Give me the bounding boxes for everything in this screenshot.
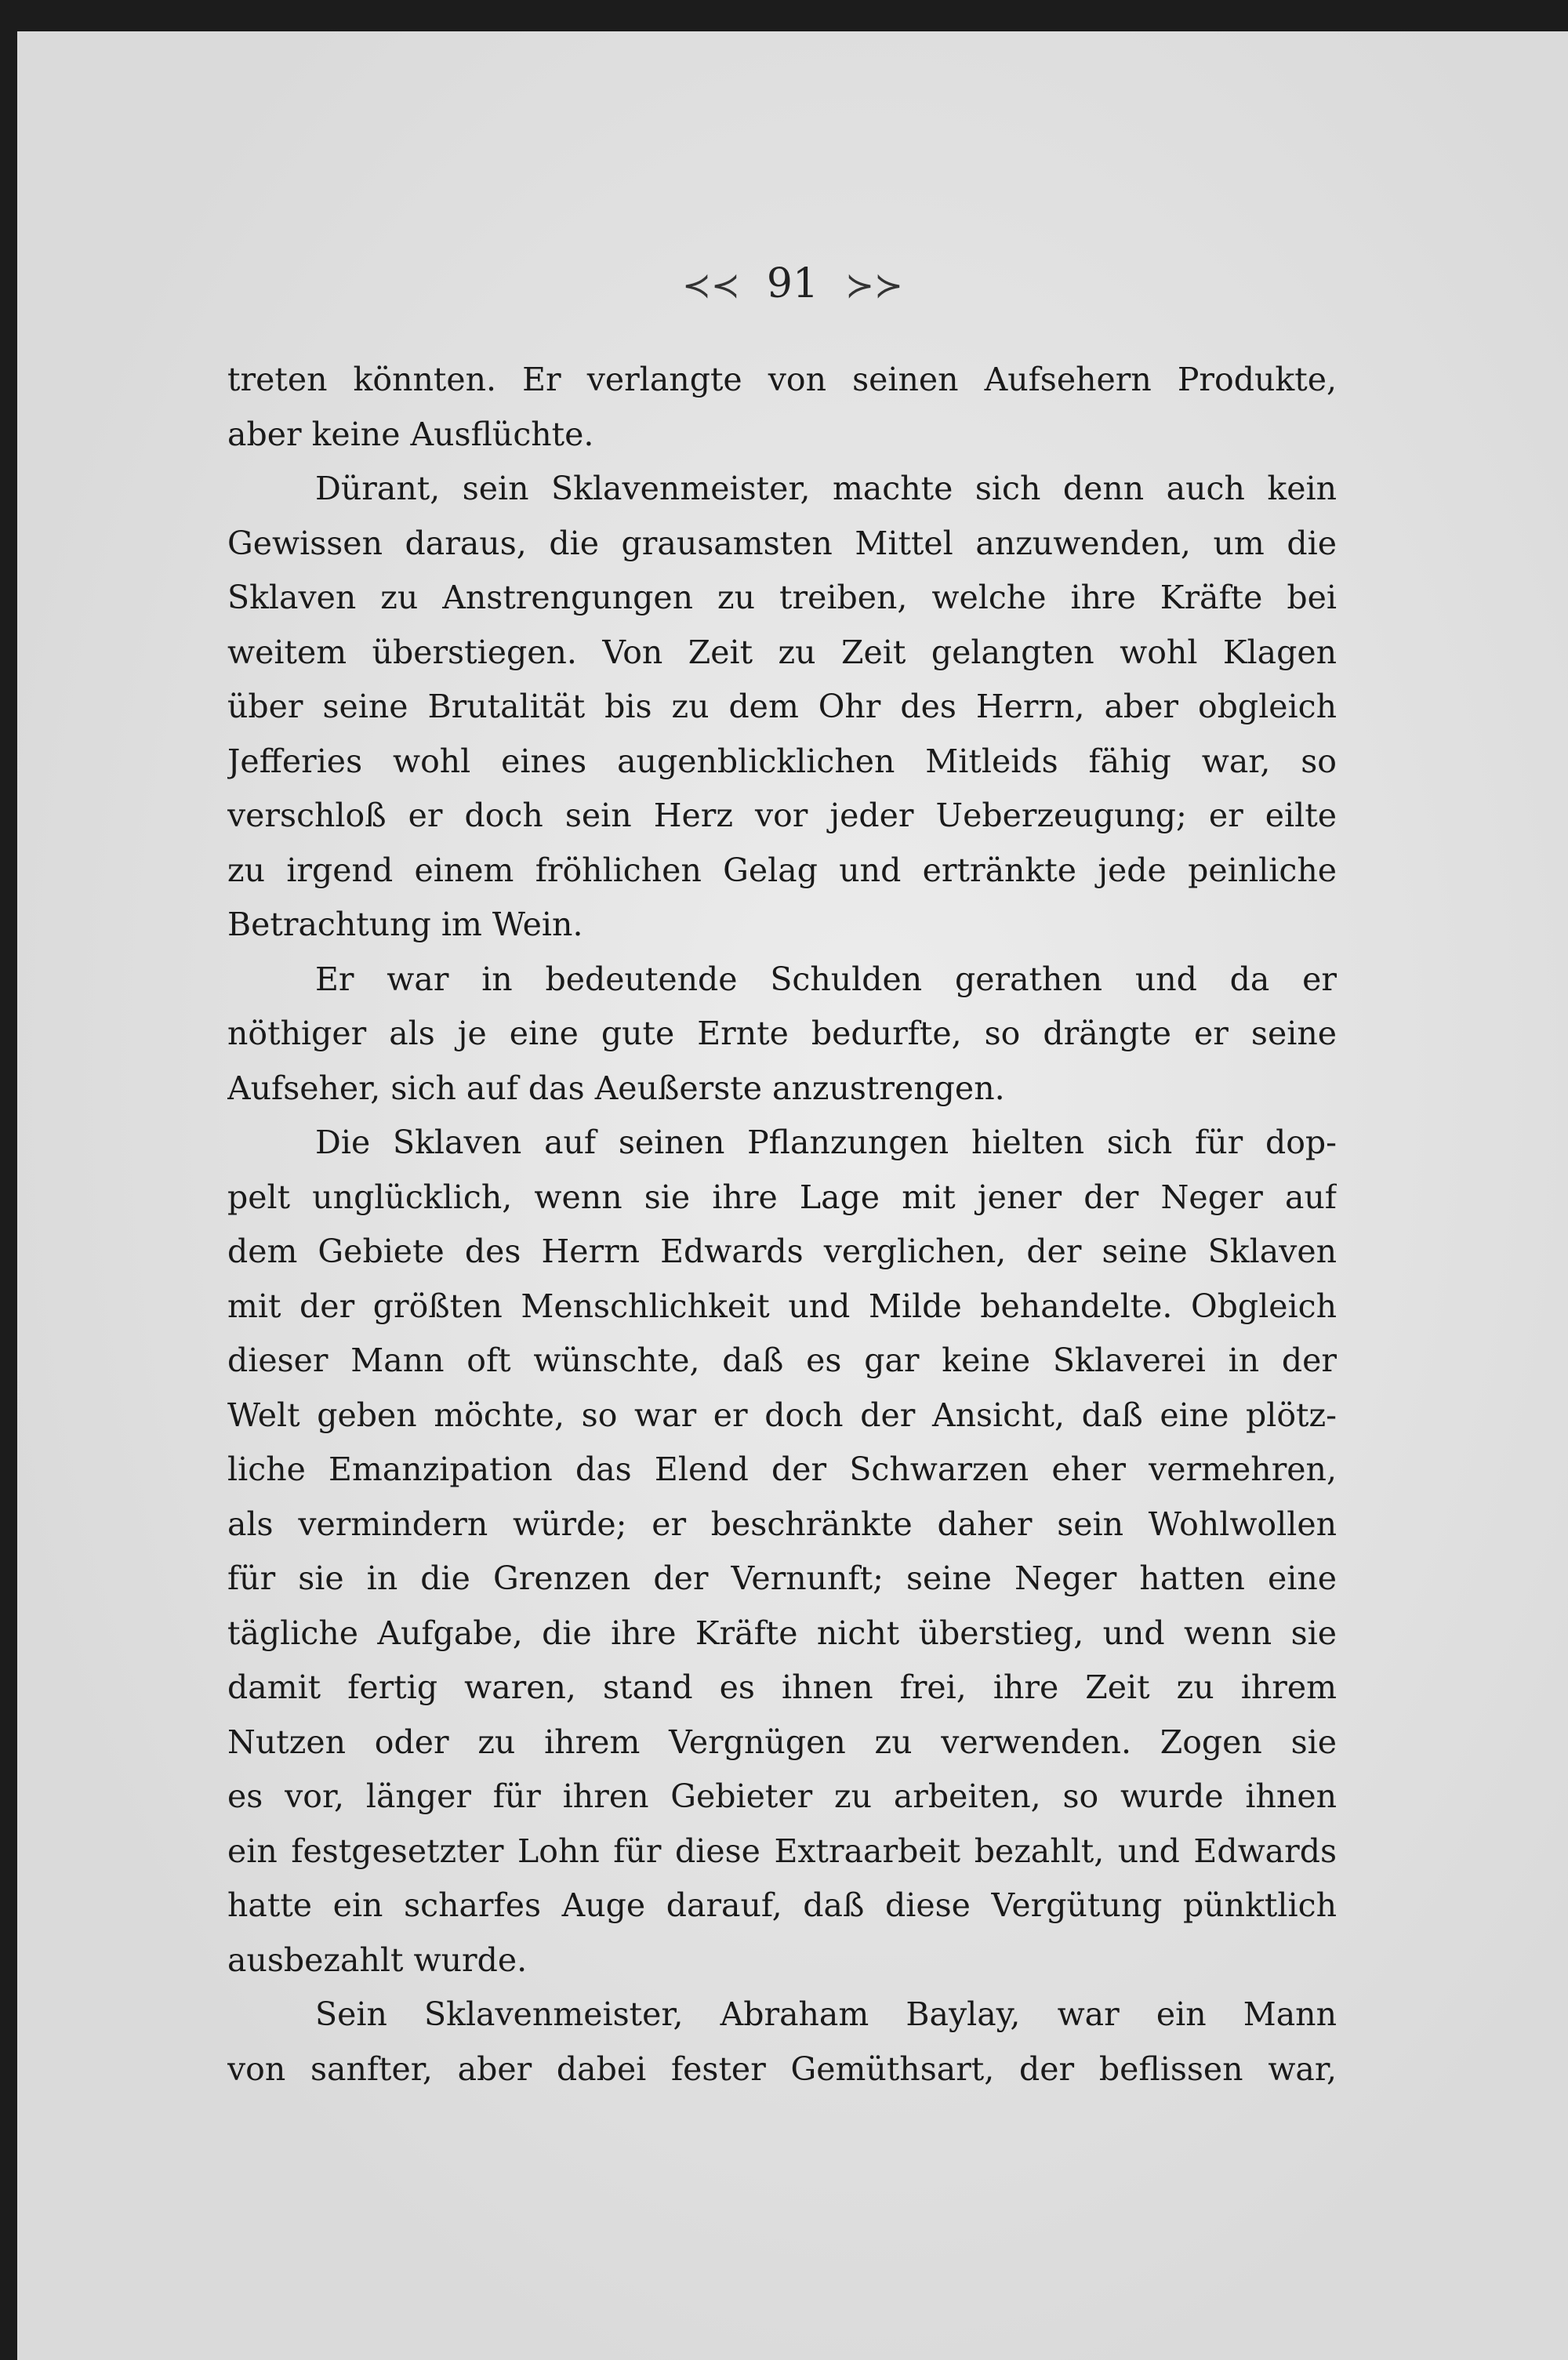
- text-line: treten könnten. Er verlangte von seinen Aufsehern Produkte,: [227, 361, 1337, 398]
- text-line: Nutzen oder zu ihrem Vergnügen zu verwenden. Zogen sie: [227, 1723, 1337, 1761]
- text-line: Jefferies wohl eines augenblicklichen Mitleids fähig war, so: [227, 742, 1337, 780]
- text-line: als vermindern würde; er beschränkte daher sein Wohlwollen: [227, 1505, 1337, 1543]
- ornament-right-icon: ≻≻: [845, 266, 903, 306]
- text-line: weitem überstiegen. Von Zeit zu Zeit gelangten wohl Klagen: [227, 633, 1337, 671]
- text-line: Sklaven zu Anstrengungen zu treiben, welche ihre Kräfte bei: [227, 579, 1337, 616]
- text-line: Welt geben möchte, so war er doch der Ansicht, daß eine plötz-: [227, 1396, 1337, 1434]
- text-line: nöthiger als je eine gute Ernte bedurfte, so drängte er seine: [227, 1015, 1337, 1052]
- text-line: Aufseher, sich auf das Aeußerste anzustrengen.: [227, 1069, 1005, 1107]
- text-line: pelt unglücklich, wenn sie ihre Lage mit jener der Neger auf: [227, 1178, 1337, 1216]
- text-line: dem Gebiete des Herrn Edwards verglichen, der seine Sklaven: [227, 1233, 1337, 1270]
- text-line: Sein Sklavenmeister, Abraham Baylay, war ein Mann: [315, 1995, 1337, 2033]
- text-line: es vor, länger für ihren Gebieter zu arbeiten, so wurde ihnen: [227, 1777, 1337, 1815]
- text-line: damit fertig waren, stand es ihnen frei, ihre Zeit zu ihrem: [227, 1668, 1337, 1706]
- text-line: liche Emanzipation das Elend der Schwarzen eher vermehren,: [227, 1450, 1337, 1488]
- text-line: hatte ein scharfes Auge darauf, daß diese Vergütung pünktlich: [227, 1886, 1337, 1924]
- text-line: Dürant, sein Sklavenmeister, machte sich denn auch kein: [315, 470, 1337, 507]
- ornament-left-icon: ≺≺: [682, 266, 740, 306]
- book-page: [17, 31, 1568, 2360]
- body-text: [227, 353, 1337, 2097]
- text-line: Gewissen daraus, die grausamsten Mittel anzuwenden, um die: [227, 524, 1337, 562]
- text-line: aber keine Ausflüchte.: [227, 415, 594, 453]
- text-line: von sanfter, aber dabei fester Gemüthsart, der beflissen war,: [227, 2050, 1337, 2088]
- text-line: über seine Brutalität bis zu dem Ohr des Herrn, aber obgleich: [227, 688, 1337, 725]
- text-line: tägliche Aufgabe, die ihre Kräfte nicht überstieg, und wenn sie: [227, 1614, 1337, 1652]
- text-line: verschloß er doch sein Herz vor jeder Ueberzeugung; er eilte: [227, 797, 1337, 834]
- text-line: zu irgend einem fröhlichen Gelag und ertränkte jede peinliche: [227, 851, 1337, 889]
- text-line: Die Sklaven auf seinen Pflanzungen hielten sich für dop-: [315, 1124, 1337, 1161]
- text-line: ein festgesetzter Lohn für diese Extraarbeit bezahlt, und Edwards: [227, 1832, 1337, 1870]
- text-line: Betrachtung im Wein.: [227, 906, 583, 943]
- text-line: ausbezahlt wurde.: [227, 1941, 528, 1979]
- text-line: für sie in die Grenzen der Vernunft; seine Neger hatten eine: [227, 1559, 1337, 1597]
- text-line: Er war in bedeutende Schulden gerathen und da er: [315, 960, 1337, 998]
- page-number: 91: [766, 260, 819, 307]
- text-line: mit der größten Menschlichkeit und Milde behandelte. Obgleich: [227, 1287, 1337, 1325]
- page-header: [17, 260, 1568, 307]
- text-line: dieser Mann oft wünschte, daß es gar keine Sklaverei in der: [227, 1342, 1337, 1379]
